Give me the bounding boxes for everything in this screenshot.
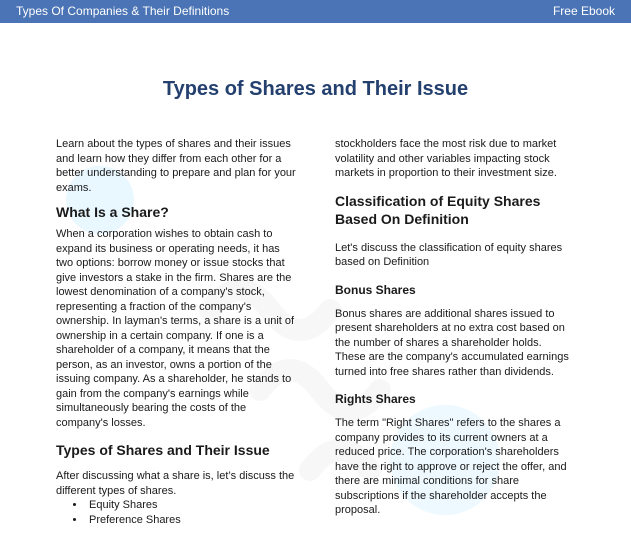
what-is-share-heading: What Is a Share?: [56, 204, 169, 220]
list-item: • Equity Shares: [86, 498, 296, 513]
banner-title: Types Of Companies & Their Definitions: [16, 4, 230, 18]
rights-shares-heading: Rights Shares: [335, 392, 416, 406]
list-item: • Preference Shares: [86, 513, 296, 528]
what-is-share-body: When a corporation wishes to obtain cash to expand its business or operating needs, it has two options: borrow money or issue stocks that give investors a stake in the firm. Shares are the lowest denomination of a company's stock, representing a fraction of the company's ownership. In layman's terms, a share is a unit of ownership in a certain company. If one is a shareholder of a company, it means that the person, as an investor, owns a portion of the issuing company. As a shareholder, he stands to gain from the company's earnings while simultaneously bearing the costs of the company's losses.: [56, 228, 295, 429]
classification-body: Let's discuss the classification of equity shares based on Definition: [335, 241, 563, 268]
share-types-list: [56, 498, 296, 527]
types-heading: Types of Shares and Their Issue: [56, 442, 270, 458]
free-ebook-label: Free Ebook: [552, 4, 615, 18]
page-title: Types of Shares and Their Issue: [162, 78, 469, 100]
top-banner: [0, 0, 631, 23]
bonus-shares-body: Bonus shares are additional shares issued to present shareholders at no extra cost based on the number of shares a shareholder holds. These are the company's accumulated earnings turned into free shares rather than dividends.: [335, 307, 569, 378]
rights-shares-body: The term "Right Shares" refers to the shares a company provides to its current owners at a reduced price. The corporation's shareholders have the right to approve or reject the offer, and there are minimal conditions for share subscriptions if the shareholder accepts the proposal.: [335, 417, 567, 516]
left-column: [56, 137, 296, 527]
right-column: [335, 137, 575, 518]
intro-paragraph: Learn about the types of shares and their issues and learn how they differ from each other for a better understanding to prepare and plan for your exams.: [56, 138, 296, 194]
bonus-shares-heading: Bonus Shares: [335, 282, 416, 297]
types-body: After discussing what a share is, let’s discuss the different types of shares.: [56, 470, 295, 497]
continuation-paragraph: stockholders face the most risk due to market volatility and other variables impacting stock markets in proportion to their investment size.: [335, 138, 557, 179]
classification-heading: Classification of Equity Shares Based On Definition: [335, 192, 541, 227]
